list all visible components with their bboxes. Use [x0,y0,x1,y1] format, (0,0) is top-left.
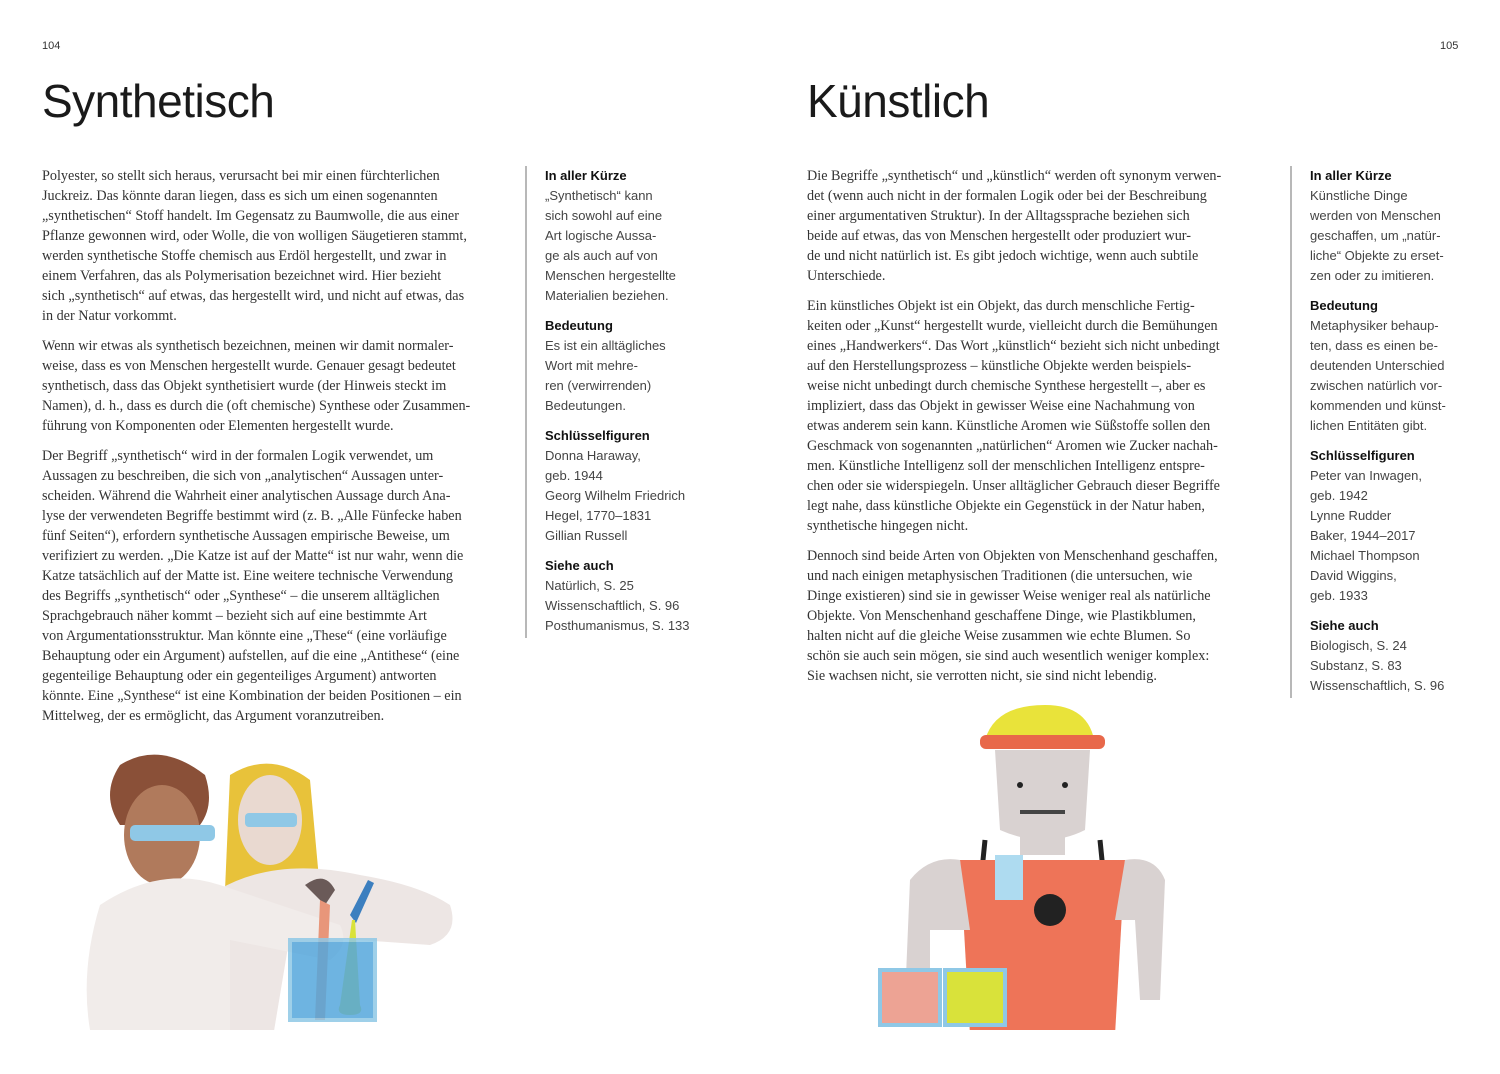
robot-illustration [870,700,1170,1030]
sidebar-section [545,556,690,636]
sidebar-line: zen oder zu imitieren. [1310,268,1435,283]
sidebar-heading: Schlüsselfiguren [545,428,650,443]
sidebar-line: Donna Haraway, [545,448,641,463]
sidebar-line: Metaphysiker behaup- [1310,318,1439,333]
text-line: chen oder sie widerspiegeln. Unser alltäglicher Gebrauch dieser Begriffe [807,478,1220,494]
sidebar-line: liche“ Objekte zu erset- [1310,248,1444,263]
text-line: Behauptung oder ein Argument) aufstellen, auf die eine „Antithese“ (eine [42,648,460,664]
sidebar-line: werden von Menschen [1310,208,1441,223]
text-line: Objekte. Von Menschenhand geschaffene Dinge, wie Plastikblumen, [807,608,1196,624]
text-line: Wenn wir etwas als synthetisch bezeichnen, meinen wir damit normaler- [42,338,454,354]
text-line: lyse der verwendeten Begriffe bestimmt wird (z. B. „Alle Fünfecke haben [42,508,462,524]
text-line: etwas anderem sein kann. Künstliche Aromen wie Süßstoffe sollen den [807,418,1211,434]
paragraph [42,446,470,726]
sidebar-line: David Wiggins, [1310,568,1397,583]
sidebar-heading: In aller Kürze [1310,168,1392,183]
sidebar-line: „Synthetisch“ kann [545,188,653,203]
sidebar-line: Materialien beziehen. [545,288,669,303]
sidebar-line: kommenden und künst- [1310,398,1446,413]
sidebar-line: Hegel, 1770–1831 [545,508,652,523]
sidebar-section [1310,616,1446,696]
text-line: Ein künstliches Objekt ist ein Objekt, das durch menschliche Fertig- [807,298,1195,314]
sidebar-summary [1290,166,1446,698]
text-line: men. Künstliche Intelligenz soll der menschlichen Intelligenz entspre- [807,458,1205,474]
text-line: Der Begriff „synthetisch“ wird in der formalen Logik verwendet, um [42,448,434,464]
paragraph [807,546,1221,686]
page-title: Synthetisch [42,75,275,127]
sidebar-line: Wissenschaftlich, S. 96 [545,598,680,613]
page-number: 104 [42,40,61,52]
sidebar-line: Bedeutungen. [545,398,626,413]
sidebar-line: Menschen hergestellte [545,268,676,283]
text-line: Namen), d. h., dass es durch die (oft chemische) Synthese oder Zusammen- [42,398,471,414]
sidebar-line: Posthumanismus, S. 133 [545,618,690,633]
text-line: führung von Komponenten oder Elementen hergestellt wurde. [42,418,394,434]
sidebar-line: geb. 1933 [1310,588,1368,603]
text-line: Sie wachsen nicht, sie verrotten nicht, sie sind nicht lebendig. [807,668,1157,684]
text-line: eines „Handwerkers“. Das Wort „künstlich“ bezieht sich nicht unbedingt [807,338,1220,354]
text-line: legt nahe, dass künstliche Objekte ein Gegenstück in der Natur haben, [807,498,1205,514]
sidebar-line: Biologisch, S. 24 [1310,638,1407,653]
text-line: des Begriffs „synthetisch“ oder „Synthese“ – die unserem alltäglichen [42,588,440,604]
text-line: Dennoch sind beide Arten von Objekten von Menschenhand geschaffen, [807,548,1218,564]
sidebar-line: ren (verwirrenden) [545,378,652,393]
text-line: Sprachgebrauch näher kommt – bezieht sich auf eine bestimmte Art [42,608,427,624]
text-line: verifiziert zu werden. „Die Katze ist auf der Matte“ ist nur wahr, wenn die [42,548,464,564]
body-text [42,166,470,736]
sidebar-line: Es ist ein alltägliches [545,338,666,353]
body-text [807,166,1221,696]
sidebar-line: Georg Wilhelm Friedrich [545,488,686,503]
text-line: scheiden. Während die Wahrheit einer analytischen Aussage durch Ana- [42,488,451,504]
text-line: auf den Herstellungsprozess – künstliche Objekte werden beispiels- [807,358,1192,374]
sidebar-line: Baker, 1944–2017 [1310,528,1416,543]
sidebar-heading: Siehe auch [1310,618,1379,633]
text-line: „synthetischen“ Stoff handelt. Im Gegensatz zu Baumwolle, die aus einer [42,208,459,224]
text-line: Die Begriffe „synthetisch“ und „künstlich“ werden oft synonym verwen- [807,168,1222,184]
text-line: einer argumentativen Struktur). In der Alltagssprache beziehen sich [807,208,1190,224]
sidebar-line: geschaffen, um „natür- [1310,228,1441,243]
text-line: gegenteilige Behauptung oder ein gegenteiliges Argument) antworten [42,668,437,684]
text-line: und nach einigen metaphysischen Traditionen (die untersuchen, wie [807,568,1193,584]
sidebar-heading: In aller Kürze [545,168,627,183]
page-title: Künstlich [807,75,990,127]
text-line: in der Natur vorkommt. [42,308,177,324]
sidebar-line: Gillian Russell [545,528,628,543]
text-line: beide auf etwas, das von Menschen hergestellt oder produziert wur- [807,228,1191,244]
sidebar-section [1310,166,1446,286]
text-line: weise nicht unbedingt durch chemische Synthese hergestellt –, aber es [807,378,1206,394]
sidebar-summary [525,166,690,638]
paragraph [807,296,1221,536]
text-line: von Argumentationsstruktur. Man könnte eine „These“ (eine vorläufige [42,628,447,644]
sidebar-line: ten, dass es einen be- [1310,338,1438,353]
text-line: Juckreiz. Das könnte daran liegen, dass es sich um einen sogenannten [42,188,438,204]
text-line: Aussagen zu beschreiben, die sich von „analytischen“ Aussagen unter- [42,468,444,484]
sidebar-section [545,426,690,546]
sidebar-line: Wissenschaftlich, S. 96 [1310,678,1445,693]
text-line: fünf Seiten“), erfordern synthetische Aussagen empirische Beweise, um [42,528,450,544]
paragraph [42,336,470,436]
sidebar-section [545,166,690,306]
text-line: Unterschiede. [807,268,886,284]
text-line: synthetische hingegen nicht. [807,518,969,534]
sidebar-line: Michael Thompson [1310,548,1420,563]
sidebar-line: Wort mit mehre- [545,358,638,373]
text-line: schön sie auch sein mögen, sie sind auch wesentlich weniger komplex: [807,648,1210,664]
sidebar-section [1310,296,1446,436]
sidebar-heading: Siehe auch [545,558,614,573]
text-line: einem Verfahren, das als Polymerisation bezeichnet wird. Hier bezieht [42,268,442,284]
paragraph [807,166,1221,286]
sidebar-line: geb. 1944 [545,468,603,483]
text-line: Geschmack von sogenannten „natürlichen“ Aromen wie Zucker nachah- [807,438,1218,454]
sidebar-line: Substanz, S. 83 [1310,658,1402,673]
text-line: Dinge existieren) sind sie in gewisser Weise weniger real als natürliche [807,588,1211,604]
sidebar-line: ge als auch auf von [545,248,658,263]
text-line: halten nicht auf die gleiche Weise zusammen wie echte Blumen. So [807,628,1191,644]
text-line: Polyester, so stellt sich heraus, verursacht bei mir einen fürchterlichen [42,168,440,184]
sidebar-line: zwischen natürlich vor- [1310,378,1443,393]
sidebar-section [1310,446,1446,606]
sidebar-line: geb. 1942 [1310,488,1368,503]
sidebar-line: Peter van Inwagen, [1310,468,1423,483]
text-line: weise, dass es von Menschen hergestellt wurde. Genauer gesagt bedeutet [42,358,456,374]
sidebar-line: Natürlich, S. 25 [545,578,634,593]
sidebar-line: lichen Entitäten gibt. [1310,418,1428,433]
text-line: sich „synthetisch“ auf etwas, das hergestellt wird, und nicht auf etwas, das [42,288,465,304]
text-line: Pflanze gewonnen wird, oder Wolle, die von wolligen Säugetieren stammt, [42,228,467,244]
sidebar-heading: Schlüsselfiguren [1310,448,1415,463]
sidebar-line: Lynne Rudder [1310,508,1392,523]
text-line: keiten oder „Kunst“ hergestellt wurde, vielleicht durch die Bemühungen [807,318,1218,334]
sidebar-heading: Bedeutung [545,318,613,333]
text-line: synthetisch, dass das Objekt synthetisiert wurde (der Hinweis steckt im [42,378,447,394]
text-line: werden synthetische Stoffe chemisch aus Erdöl hergestellt, und zwar in [42,248,447,264]
paragraph [42,166,470,326]
page-number: 105 [1440,40,1459,52]
sidebar-line: deutenden Unterschied [1310,358,1445,373]
text-line: impliziert, dass das Objekt in gewisser Weise eine Nachahmung von [807,398,1195,414]
text-line: det (wenn auch nicht in der formalen Logik oder bei der Beschreibung [807,188,1207,204]
sidebar-line: Art logische Aussa- [545,228,657,243]
text-line: Mittelweg, der es ermöglicht, das Argument voranzutreiben. [42,708,385,724]
sidebar-section [545,316,690,416]
scientists-illustration [80,745,460,1030]
sidebar-heading: Bedeutung [1310,298,1378,313]
sidebar-line: Künstliche Dinge [1310,188,1408,203]
sidebar-line: sich sowohl auf eine [545,208,663,223]
text-line: Katze tatsächlich auf der Matte ist. Eine weitere technische Verwendung [42,568,454,584]
text-line: könnte. Eine „Synthese“ ist eine Kombination der beiden Positionen – ein [42,688,462,704]
text-line: de und nicht natürlich ist. Es gibt jedoch wichtige, wenn auch subtile [807,248,1199,264]
